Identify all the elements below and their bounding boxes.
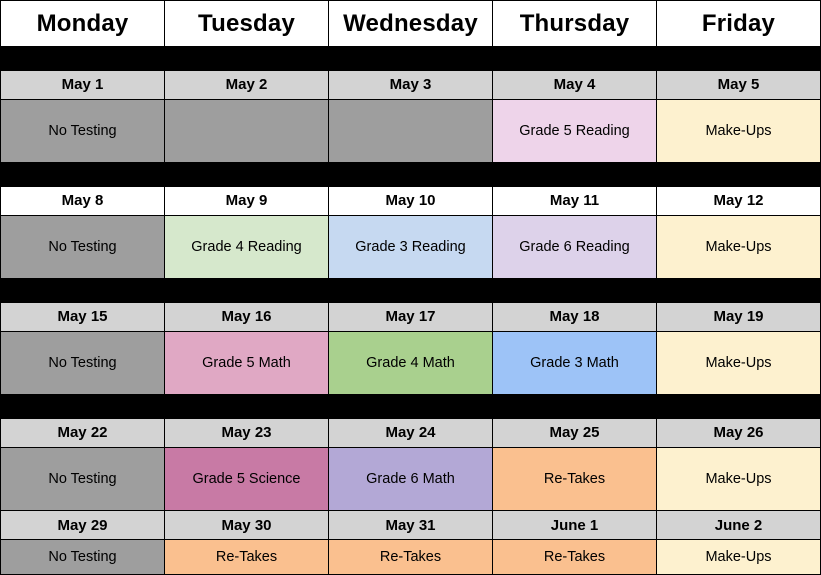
date-cell: May 19 [657,302,821,331]
date-cell: June 1 [493,511,657,540]
event-cell [165,99,329,163]
spacer-row [1,279,821,303]
date-cell: May 30 [165,511,329,540]
event-cell [1,99,165,163]
event-label: Grade 6 Math [366,470,455,487]
date-row [1,418,821,447]
spacer-cell [329,279,493,303]
event-cell [493,331,657,395]
spacer-cell [657,279,821,303]
spacer-row [1,395,821,419]
event-row [1,99,821,163]
event-cell [329,447,493,511]
spacer-cell [165,163,329,187]
date-row [1,70,821,99]
date-cell: May 4 [493,70,657,99]
event-label: Grade 5 Math [202,354,291,371]
date-row [1,302,821,331]
date-cell: June 2 [657,511,821,540]
event-row [1,331,821,395]
event-row [1,215,821,279]
event-label: Grade 4 Reading [191,238,302,255]
event-label: Re-Takes [543,548,606,565]
spacer-cell [1,395,165,419]
weekday-header-monday: Monday [1,1,165,47]
event-label: Grade 5 Reading [519,122,630,139]
date-cell: May 11 [493,186,657,215]
spacer-row [1,163,821,187]
event-label: Grade 5 Science [192,470,301,487]
weekday-header-thursday: Thursday [493,1,657,47]
event-cell [165,215,329,279]
spacer-cell [657,163,821,187]
event-label: Make-Ups [705,238,772,255]
event-cell [165,540,329,575]
event-cell [493,447,657,511]
date-cell: May 29 [1,511,165,540]
spacer-cell [329,395,493,419]
event-cell [493,540,657,575]
event-cell [329,540,493,575]
event-cell [165,331,329,395]
spacer-cell [657,395,821,419]
spacer-cell [657,47,821,71]
date-cell: May 17 [329,302,493,331]
event-cell [493,99,657,163]
date-cell: May 22 [1,418,165,447]
event-cell [329,331,493,395]
event-label: No Testing [48,238,117,255]
event-cell [1,215,165,279]
date-row [1,186,821,215]
event-label: Grade 4 Math [366,354,455,371]
date-cell: May 8 [1,186,165,215]
weekday-header-friday: Friday [657,1,821,47]
event-label: Make-Ups [705,122,772,139]
spacer-cell [493,47,657,71]
weekday-header-tuesday: Tuesday [165,1,329,47]
date-cell: May 25 [493,418,657,447]
spacer-cell [165,395,329,419]
event-label: Re-Takes [215,548,278,565]
spacer-cell [1,279,165,303]
spacer-cell [1,47,165,71]
event-label: Re-Takes [543,470,606,487]
date-cell: May 12 [657,186,821,215]
date-row [1,511,821,540]
date-cell: May 16 [165,302,329,331]
event-cell [493,215,657,279]
event-cell [657,540,821,575]
spacer-row [1,47,821,71]
event-row [1,540,821,575]
date-cell: May 10 [329,186,493,215]
event-label: No Testing [48,548,117,565]
date-cell: May 9 [165,186,329,215]
weekday-header-wednesday: Wednesday [329,1,493,47]
spacer-cell [493,395,657,419]
event-cell [657,215,821,279]
spacer-cell [493,163,657,187]
date-cell: May 2 [165,70,329,99]
event-cell [329,215,493,279]
spacer-cell [165,279,329,303]
event-cell [1,540,165,575]
event-cell [165,447,329,511]
event-label: Grade 3 Math [530,354,619,371]
date-cell: May 24 [329,418,493,447]
date-cell: May 26 [657,418,821,447]
spacer-cell [329,47,493,71]
date-cell: May 15 [1,302,165,331]
date-cell: May 18 [493,302,657,331]
event-cell [329,99,493,163]
event-cell [657,331,821,395]
event-row [1,447,821,511]
event-cell [1,331,165,395]
event-cell [1,447,165,511]
event-label: Re-Takes [379,548,442,565]
date-cell: May 1 [1,70,165,99]
date-cell: May 5 [657,70,821,99]
event-cell [657,447,821,511]
event-label: No Testing [48,122,117,139]
event-label: Grade 3 Reading [355,238,466,255]
weekday-header-row [1,1,821,47]
event-label: No Testing [48,354,117,371]
date-cell: May 31 [329,511,493,540]
spacer-cell [493,279,657,303]
spacer-cell [329,163,493,187]
event-label: No Testing [48,470,117,487]
event-label: Make-Ups [705,548,772,565]
event-cell [657,99,821,163]
spacer-cell [165,47,329,71]
date-cell: May 3 [329,70,493,99]
event-label: Make-Ups [705,470,772,487]
event-label: Make-Ups [705,354,772,371]
date-cell: May 23 [165,418,329,447]
event-label: Grade 6 Reading [519,238,630,255]
spacer-cell [1,163,165,187]
